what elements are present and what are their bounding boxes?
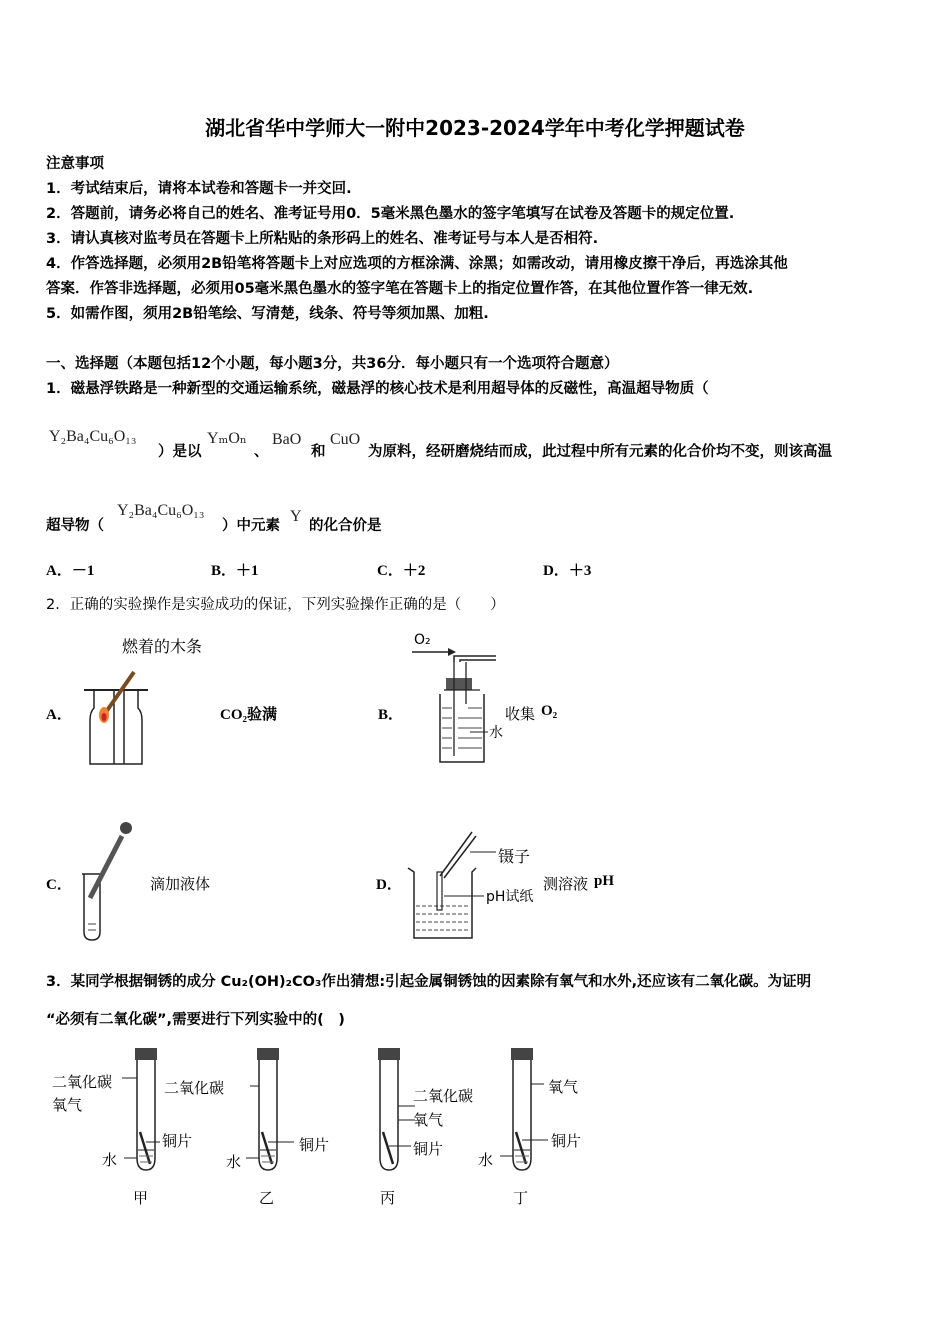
tube-jia-name: 甲 [133,1189,149,1207]
tube-ding-label-o2: 氧气 [548,1078,579,1096]
tube-jia-label-water: 水 [102,1151,118,1169]
q1-text: 、 [254,444,269,460]
collect-o2-figure [408,634,508,769]
notice-heading: 注意事项 [46,156,104,172]
page-title: 湖北省华中学师大一附中2023-2024学年中考化学押题试卷 [205,116,745,140]
label-o2-arrow: O₂ [414,632,431,648]
tube-yi-label-co2: 二氧化碳 [164,1079,225,1097]
test-tube-yi [250,1046,310,1176]
q1-text: 为原料，经研磨烧结而成，此过程中所有元素的化合价均不变，则该高温 [368,444,832,460]
co2-check-figure [76,660,156,770]
label-tweezers: 镊子 [498,847,531,866]
q1-text: ）是以 [158,444,202,460]
tube-bing-label-o2: 氧气 [413,1111,444,1129]
q1-text: ）中元素 [222,518,280,534]
q1-text: 超导物（ [46,518,104,534]
section-heading: 一、选择题（本题包括12个小题，每小题3分，共36分．每小题只有一个选项符合题意） [46,356,619,372]
formula-y2ba4cu6o13: Y₂Ba₄Cu₆O₁₃ [117,502,205,519]
tube-yi-name: 乙 [259,1189,275,1207]
notice-item: 1．考试结束后，请将本试卷和答题卡一并交回. [46,181,352,197]
q2-stem: 2．正确的实验操作是实验成功的保证，下列实验操作正确的是（ ） [46,597,505,613]
notice-item: 答案．作答非选择题，必须用05毫米黑色墨水的签字笔在答题卡上的指定位置作答，在其他位置作答一律无效. [46,281,754,297]
q2-option-b[interactable]: B． [378,707,404,723]
formula-y2ba4cu6o13: Y₂Ba₄Cu₆O₁₃ [49,428,137,445]
q1-option-a[interactable]: A．－1 [46,563,95,579]
tube-bing-label-cu: 铜片 [413,1140,444,1158]
q2-option-c[interactable]: C． [46,877,72,893]
q2-a-label: CO₂验满 [220,707,277,723]
q1-text: 的化合价是 [309,518,382,534]
notice-item: 2．答题前，请务必将自己的姓名、准考证号用0．5毫米黑色墨水的签字笔填写在试卷及答题卡的规定位置. [46,206,735,222]
tube-jia-label-cu: 铜片 [162,1132,193,1150]
tube-bing-label-co2: 二氧化碳 [413,1087,474,1105]
notice-item: 4．作答选择题，必须用2B铅笔将答题卡上对应选项的方框涂满、涂黑；如需改动，请用橡皮擦干净后，再选涂其他 [46,256,788,272]
q1-stem-line1: 1．磁悬浮铁路是一种新型的交通运输系统，磁悬浮的核心技术是利用超导体的反磁性，高温超导物质（ [46,381,709,397]
q3-stem-line1: 3．某同学根据铜锈的成分 Cu₂(OH)₂CO₃作出猜想:引起金属铜锈蚀的因素除有氧气和水外,还应该有二氧化碳。为证明 [46,974,812,990]
label-ph-paper: pH试纸 [486,889,534,905]
tube-jia-label-o2: 氧气 [52,1096,83,1114]
tube-ding-label-cu: 铜片 [551,1132,582,1150]
formula-y: Y [290,508,302,525]
dropper-figure [78,818,148,946]
q1-option-d[interactable]: D．＋3 [543,563,592,579]
q1-option-b[interactable]: B．＋1 [211,563,259,579]
tube-yi-label-cu: 铜片 [299,1136,330,1154]
notice-item: 5．如需作图，须用2B铅笔绘、写清楚，线条、符号等须加黑、加粗. [46,306,489,322]
formula-ymon: YₘOₙ [207,430,247,447]
q3-stem-line2: “必须有二氧化碳”,需要进行下列实验中的( ) [46,1012,345,1028]
tube-ding-name: 丁 [513,1189,529,1207]
q2-c-label: 滴加液体 [150,877,211,893]
tube-ding-label-water: 水 [478,1151,494,1169]
q2-d-label-chem: pH [594,873,615,889]
notice-item: 3．请认真核对监考员在答题卡上所粘贴的条形码上的姓名、准考证号与本人是否相符. [46,231,599,247]
q2-b-label-chem: O₂ [541,703,558,719]
label-water: 水 [489,725,503,741]
q1-option-c[interactable]: C．＋2 [377,563,426,579]
q2-b-label: 收集 [505,707,536,723]
formula-cuo: CuO [330,431,361,448]
tube-bing-name: 丙 [380,1189,396,1207]
q2-option-a[interactable]: A． [46,707,72,723]
q1-text: 和 [311,444,326,460]
test-tube-ding [504,1046,564,1176]
formula-bao: BaO [272,431,302,448]
test-tube-jia [128,1046,188,1176]
tube-yi-label-water: 水 [226,1153,242,1171]
q2-option-d[interactable]: D． [376,877,402,893]
tube-jia-label-co2: 二氧化碳 [52,1073,113,1091]
label-burning-stick: 燃着的木条 [122,637,203,656]
q2-d-label: 测溶液 [543,877,589,893]
